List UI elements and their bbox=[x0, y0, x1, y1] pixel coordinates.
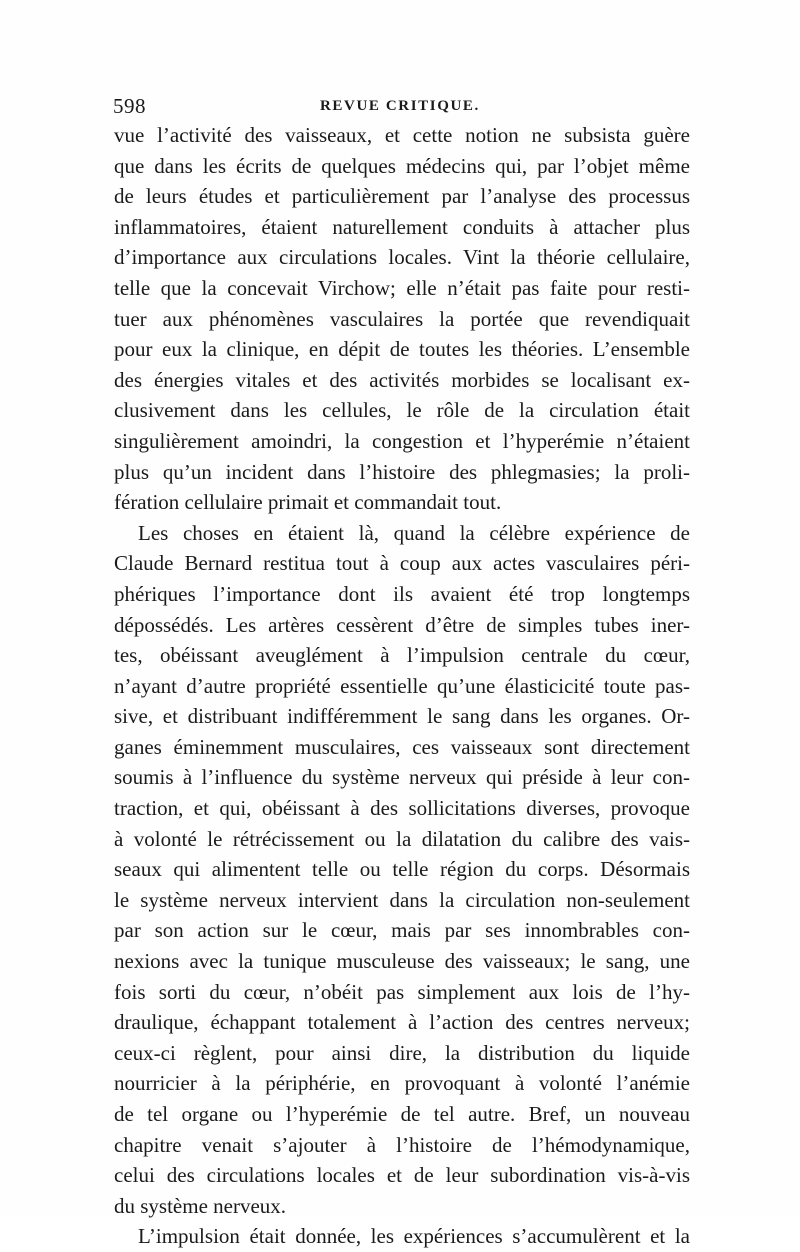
text-line: d’importance aux circulations locales. Vint la théorie cellulaire, bbox=[114, 245, 690, 270]
text-line: tuer aux phénomènes vasculaires la portée que revendiquait bbox=[114, 306, 690, 331]
text-line: dépossédés. Les artères cessèrent d’être de simples tubes iner- bbox=[114, 612, 690, 637]
text-line: traction, et qui, obéissant à des sollicitations diverses, provoque bbox=[114, 796, 690, 821]
running-head bbox=[113, 94, 691, 118]
text-line: fois sorti du cœur, n’obéit pas simplement aux lois de l’hy- bbox=[114, 979, 690, 1004]
text-line-paragraph-start: L’impulsion était donnée, les expériences s’accumulèrent et la bbox=[138, 1224, 690, 1249]
text-line: des énergies vitales et des activités morbides se localisant ex- bbox=[114, 367, 690, 392]
text-line: chapitre venait s’ajouter à l’histoire de l’hémodynamique, bbox=[114, 1132, 690, 1157]
text-line: par son action sur le cœur, mais par ses innombrables con- bbox=[114, 918, 690, 943]
text-line: seaux qui alimentent telle ou telle région du corps. Désormais bbox=[114, 857, 690, 882]
text-line-paragraph-end: fération cellulaire primait et commandait tout. bbox=[114, 490, 502, 515]
text-line: phériques l’importance dont ils avaient été trop longtemps bbox=[114, 581, 690, 606]
text-line: sive, et distribuant indifféremment le sang dans les organes. Or- bbox=[114, 704, 690, 729]
text-line: singulièrement amoindri, la congestion et l’hyperémie n’étaient bbox=[114, 428, 690, 453]
text-line-paragraph-end: du système nerveux. bbox=[114, 1193, 287, 1218]
text-line: vue l’activité des vaisseaux, et cette notion ne subsista guère bbox=[114, 123, 690, 147]
body-text bbox=[114, 120, 690, 1252]
page-number: 598 bbox=[113, 94, 146, 118]
text-line: ceux-ci règlent, pour ainsi dire, la distribution du liquide bbox=[114, 1040, 690, 1065]
journal-title: REVUE CRITIQUE. bbox=[320, 98, 480, 114]
text-line: n’ayant d’autre propriété essentielle qu’une élasticicité toute pas- bbox=[114, 673, 690, 698]
text-line: clusivement dans les cellules, le rôle de la circulation était bbox=[114, 398, 690, 423]
text-line: pour eux la clinique, en dépit de toutes les théories. L’ensemble bbox=[114, 337, 690, 362]
text-line: inflammatoires, étaient naturellement conduits à attacher plus bbox=[114, 214, 690, 239]
text-line-paragraph-start: Les choses en étaient là, quand la célèbre expérience de bbox=[138, 520, 690, 545]
text-line: celui des circulations locales et de leur subordination vis-à-vis bbox=[114, 1163, 690, 1188]
text-line: de tel organe ou l’hyperémie de tel autre. Bref, un nouveau bbox=[114, 1102, 690, 1126]
text-line: soumis à l’influence du système nerveux qui préside à leur con- bbox=[114, 765, 690, 790]
text-line: à volonté le rétrécissement ou la dilatation du calibre des vais- bbox=[114, 826, 690, 851]
text-line: Claude Bernard restitua tout à coup aux actes vasculaires péri- bbox=[114, 551, 690, 576]
text-line: nexions avec la tunique musculeuse des vaisseaux; le sang, une bbox=[114, 949, 690, 974]
text-line: nourricier à la périphérie, en provoquant à volonté l’anémie bbox=[114, 1071, 690, 1096]
text-line: telle que la concevait Virchow; elle n’était pas faite pour resti- bbox=[114, 275, 690, 300]
text-line: tes, obéissant aveuglément à l’impulsion centrale du cœur, bbox=[114, 643, 690, 668]
text-line: le système nerveux intervient dans la circulation non-seulement bbox=[114, 887, 690, 912]
text-line: plus qu’un incident dans l’histoire des phlegmasies; la proli- bbox=[114, 459, 690, 484]
text-line: ganes éminemment musculaires, ces vaisseaux sont directement bbox=[114, 734, 690, 759]
text-line: que dans les écrits de quelques médecins qui, par l’objet même bbox=[114, 153, 690, 178]
text-line: draulique, échappant totalement à l’action des centres nerveux; bbox=[114, 1010, 690, 1035]
text-line: de leurs études et particulièrement par l’analyse des processus bbox=[114, 184, 690, 209]
